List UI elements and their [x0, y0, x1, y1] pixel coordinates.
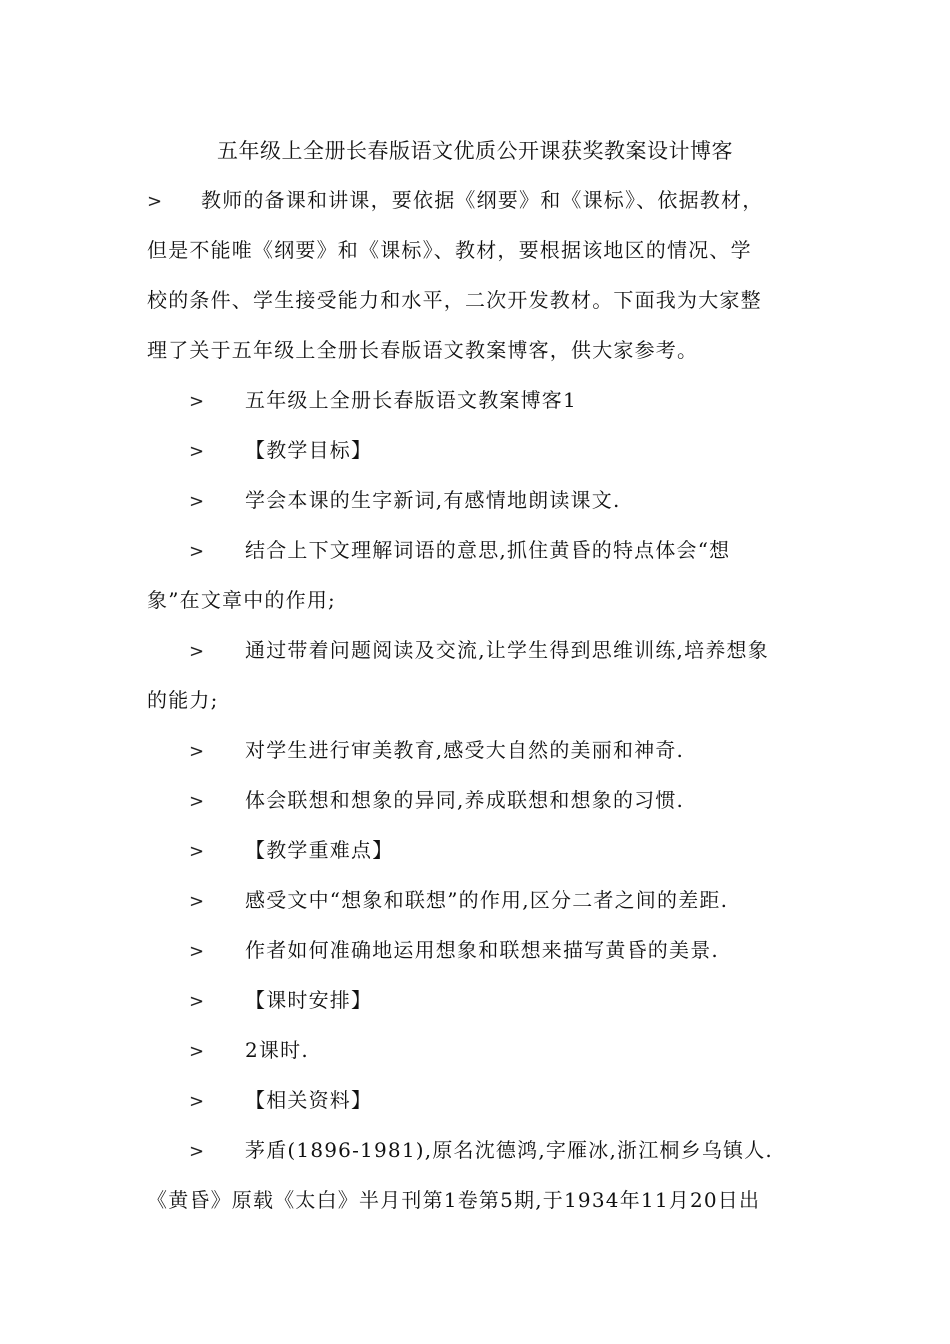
- paragraph-line: [147, 425, 809, 475]
- paragraph-text: 体会联想和想象的异同,养成联想和想象的习惯.: [245, 788, 685, 812]
- paragraph-text: 通过带着问题阅读及交流,让学生得到思维训练,培养想象: [245, 638, 769, 662]
- paragraph: [147, 475, 809, 525]
- paragraph-text: 作者如何准确地运用想象和联想来描写黄昏的美景.: [245, 938, 719, 962]
- paragraph-text: 【教学目标】: [245, 438, 373, 462]
- paragraph: [147, 975, 809, 1025]
- paragraph-line: [147, 1025, 809, 1075]
- chevron-right-icon: >: [189, 1041, 206, 1062]
- paragraph-text: 【相关资料】: [245, 1088, 373, 1112]
- paragraph: [147, 875, 809, 925]
- paragraph: [147, 425, 809, 475]
- chevron-right-icon: >: [147, 191, 164, 212]
- paragraph-line: [147, 775, 809, 825]
- paragraph-line: [147, 1175, 809, 1225]
- paragraph: [147, 725, 809, 775]
- paragraph-line: [147, 575, 809, 625]
- chevron-right-icon: >: [189, 841, 206, 862]
- paragraph-text: 《黄昏》原载《太白》半月刊第1卷第5期,于1934年11月20日出: [147, 1188, 761, 1212]
- paragraph-text: 【教学重难点】: [245, 838, 394, 862]
- paragraph-line: [147, 825, 809, 875]
- paragraph-line: [147, 925, 809, 975]
- intro-text: 理了关于五年级上全册长春版语文教案博客，供大家参考。: [147, 338, 699, 362]
- paragraph: [147, 925, 809, 975]
- chevron-right-icon: >: [189, 741, 206, 762]
- paragraph: [147, 775, 809, 825]
- chevron-right-icon: >: [189, 491, 206, 512]
- intro-line: [147, 225, 809, 275]
- paragraph: [147, 1075, 809, 1125]
- paragraph-line: [147, 625, 809, 675]
- paragraph-line: [147, 1125, 809, 1175]
- paragraph: [147, 375, 809, 425]
- paragraph-line: [147, 725, 809, 775]
- paragraph-line: [147, 525, 809, 575]
- chevron-right-icon: >: [189, 941, 206, 962]
- paragraph-line: [147, 475, 809, 525]
- paragraph-text: 对学生进行审美教育,感受大自然的美丽和神奇.: [245, 738, 685, 762]
- chevron-right-icon: >: [189, 641, 206, 662]
- body-paragraphs: [147, 375, 809, 1225]
- chevron-right-icon: >: [189, 1091, 206, 1112]
- paragraph-line: [147, 975, 809, 1025]
- paragraph-text: 五年级上全册长春版语文教案博客1: [245, 388, 577, 412]
- document-title: 五年级上全册长春版语文优质公开课获奖教案设计博客: [217, 139, 733, 163]
- paragraph-line: [147, 375, 809, 425]
- paragraph-text: 的能力;: [147, 688, 219, 712]
- chevron-right-icon: >: [189, 791, 206, 812]
- chevron-right-icon: >: [189, 391, 206, 412]
- chevron-right-icon: >: [189, 891, 206, 912]
- chevron-right-icon: >: [189, 1141, 206, 1162]
- chevron-right-icon: >: [189, 541, 206, 562]
- paragraph: [147, 625, 809, 725]
- paragraph-text: 结合上下文理解词语的意思,抓住黄昏的特点体会“想: [245, 538, 731, 562]
- intro-line: [147, 275, 809, 325]
- intro-text: 校的条件、学生接受能力和水平，二次开发教材。下面我为大家整: [147, 288, 762, 312]
- chevron-right-icon: >: [189, 441, 206, 462]
- paragraph-text: 象”在文章中的作用;: [147, 588, 336, 612]
- intro-line: [147, 325, 809, 375]
- chevron-right-icon: >: [189, 991, 206, 1012]
- intro-text: 教师的备课和讲课，要依据《纲要》和《课标》、依据教材，: [201, 188, 764, 212]
- paragraph: [147, 525, 809, 625]
- paragraph: [147, 1125, 809, 1225]
- paragraph-text: 感受文中“想象和联想”的作用,区分二者之间的差距.: [245, 888, 729, 912]
- paragraph-text: 【课时安排】: [245, 988, 373, 1012]
- paragraph-text: 茅盾(1896-1981),原名沈德鸿,字雁冰,浙江桐乡乌镇人.: [245, 1138, 773, 1162]
- paragraph-line: [147, 675, 809, 725]
- paragraph-line: [147, 1075, 809, 1125]
- paragraph: [147, 825, 809, 875]
- paragraph-line: [147, 875, 809, 925]
- paragraph-text: 学会本课的生字新词,有感情地朗读课文.: [245, 488, 621, 512]
- intro-paragraph: [147, 175, 809, 375]
- intro-line: [147, 175, 809, 225]
- intro-text: 但是不能唯《纲要》和《课标》、教材，要根据该地区的情况、学: [147, 238, 752, 262]
- paragraph-text: 2课时.: [245, 1038, 309, 1062]
- paragraph: [147, 1025, 809, 1075]
